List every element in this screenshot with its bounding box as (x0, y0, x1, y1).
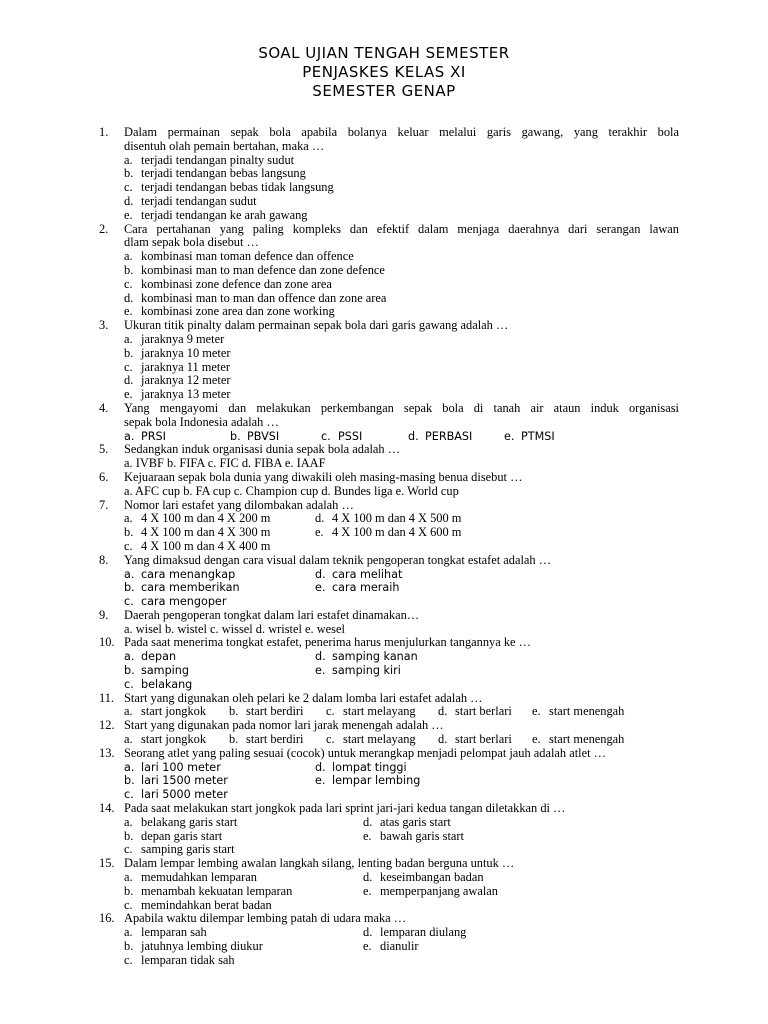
question-number: 1. (99, 125, 109, 139)
option: a. jaraknya 9 meter (124, 331, 225, 346)
question-number: 8. (99, 552, 109, 567)
option: d. start berlari (438, 732, 512, 747)
option: b. lari 1500 meter (124, 774, 228, 788)
option: b. 4 X 100 m dan 4 X 300 m (124, 525, 271, 540)
option: c. 4 X 100 m dan 4 X 400 m (124, 538, 271, 553)
option: e. dianulir (363, 939, 419, 954)
option: a. lari 100 meter (124, 760, 221, 774)
question-text: Yang mengayomi dan melakukan perkembangan sepak bola di tanah air ataun induk organisasi (124, 400, 679, 415)
option: c. lari 5000 meter (124, 788, 228, 802)
question-13 (99, 747, 679, 802)
option-row (99, 581, 679, 595)
question-number: 6. (99, 469, 109, 484)
option: d. start berlari (438, 704, 512, 719)
option-row (99, 430, 679, 444)
exam-subject: PENJASKES KELAS XI (302, 63, 466, 81)
question-text: Seorang atlet yang paling sesuai (cocok) untuk merangkap menjadi pelompat jauh adalah atlet … (124, 745, 607, 760)
option-row (99, 526, 679, 540)
question-text: Pada saat melakukan start jongkok pada lari sprint jari-jari kedua tangan diletakkan di … (124, 801, 566, 816)
option: a. 4 X 100 m dan 4 X 200 m (124, 511, 271, 526)
question-text: Apabila waktu dilempar lembing patah di udara maka … (124, 911, 407, 926)
option: c. cara mengoper (124, 595, 227, 609)
option-row (99, 595, 679, 609)
question-list (99, 126, 679, 968)
option: e. start menengah (532, 704, 625, 719)
question-number: 13. (99, 745, 115, 760)
option-row (99, 788, 679, 802)
option-row (99, 705, 679, 719)
option: a. lemparan sah (124, 925, 207, 940)
option: a. kombinasi man toman defence dan offence (124, 249, 354, 264)
question-9 (99, 609, 679, 637)
option: c. memindahkan berat badan (124, 897, 272, 912)
question-text: Dalam permainan sepak bola apabila bolanya keluar melalui garis gawang, yang terakhir bola (124, 125, 679, 139)
question-7 (99, 499, 679, 554)
option: b. PBVSI (230, 429, 280, 443)
question-11 (99, 692, 679, 720)
option: b. samping (124, 664, 189, 678)
option: e. 4 X 100 m dan 4 X 600 m (315, 525, 462, 540)
option-row (99, 899, 679, 913)
option: b. menambah kekuatan lemparan (124, 883, 293, 898)
option: d. PERBASI (408, 429, 473, 443)
option: d. lompat tinggi (315, 760, 407, 774)
option: c. PSSI (321, 429, 363, 443)
option: b. terjadi tendangan bebas langsung (124, 166, 306, 181)
option-row (99, 774, 679, 788)
option: b. jatuhnya lembing diukur (124, 939, 263, 954)
option: c. lemparan tidak sah (124, 952, 235, 967)
exam-header (0, 44, 768, 101)
option: a. belakang garis start (124, 814, 238, 829)
option: b. kombinasi man to man defence dan zone defence (124, 262, 385, 277)
option: d. samping kanan (315, 650, 418, 664)
option: a. start jongkok (124, 704, 207, 719)
option-row (99, 871, 679, 885)
question-text: Kejuaraan sepak bola dunia yang diwakili oleh masing-masing benua disebut … (124, 469, 523, 484)
question-text: Pada saat menerima tongkat estafet, penerima harus menjulurkan tangannya ke … (124, 635, 532, 650)
question-5 (99, 443, 679, 471)
option-row (99, 816, 679, 830)
option: b. cara memberikan (124, 581, 240, 595)
question-text: Ukuran titik pinalty dalam permainan sepak bola dari garis gawang adalah … (124, 318, 509, 333)
question-6 (99, 471, 679, 499)
question-text: Cara pertahanan yang paling kompleks dan efektif dalam menjaga daerahnya dari serangan lawan (124, 221, 679, 236)
option: e. PTMSI (504, 429, 555, 443)
option-row (99, 664, 679, 678)
option: a. cara menangkap (124, 567, 236, 581)
question-14 (99, 802, 679, 857)
option: d. jaraknya 12 meter (124, 373, 231, 388)
option: c. start melayang (326, 704, 416, 719)
option-row: a. IVBF b. FIFA c. FIC d. FIBA e. IAAF (124, 456, 326, 471)
option-row (99, 926, 679, 940)
option: b. start berdiri (229, 704, 304, 719)
option-row (99, 940, 679, 954)
question-text-cont: dlam sepak bola disebut … (124, 235, 259, 250)
question-number: 2. (99, 221, 109, 236)
option: d. cara melihat (315, 567, 403, 581)
question-number: 4. (99, 400, 109, 415)
question-16 (99, 912, 679, 967)
option-row (99, 678, 679, 692)
option: a. memudahkan lemparan (124, 870, 257, 885)
question-text: Daerah pengoperan tongkat dalam lari estafet dinamakan… (124, 607, 420, 622)
option-row (99, 843, 679, 857)
option-row (99, 885, 679, 899)
option-row (99, 540, 679, 554)
option-row (99, 650, 679, 664)
option: e. samping kiri (315, 664, 401, 678)
question-text: Start yang digunakan pada nomor lari jarak menengah adalah … (124, 718, 444, 733)
option: c. terjadi tendangan bebas tidak langsung (124, 180, 334, 195)
option-row (99, 512, 679, 526)
option: d. lemparan diulang (363, 925, 467, 940)
option: d. atas garis start (363, 814, 451, 829)
option-row (99, 761, 679, 775)
option: a. terjadi tendangan pinalty sudut (124, 152, 295, 167)
question-text: Start yang digunakan oleh pelari ke 2 dalam lomba lari estafet adalah … (124, 690, 483, 705)
option-row (99, 733, 679, 747)
question-2 (99, 223, 679, 320)
question-text: Nomor lari estafet yang dilombakan adalah … (124, 497, 354, 512)
question-number: 3. (99, 318, 109, 333)
exam-semester: SEMESTER GENAP (312, 82, 456, 100)
question-number: 15. (99, 856, 115, 871)
option: c. jaraknya 11 meter (124, 359, 230, 374)
question-number: 9. (99, 607, 109, 622)
question-text-cont: disentuh olah pemain bertahan, maka … (124, 138, 325, 153)
option: c. samping garis start (124, 842, 235, 857)
option: d. kombinasi man to man dan offence dan zone area (124, 290, 387, 305)
option: d. terjadi tendangan sudut (124, 193, 257, 208)
option: c. kombinasi zone defence dan zone area (124, 276, 332, 291)
question-text: Yang dimaksud dengan cara visual dalam teknik pengoperan tongkat estafet adalah … (124, 552, 552, 567)
question-number: 5. (99, 442, 109, 457)
question-12 (99, 719, 679, 747)
question-8 (99, 554, 679, 609)
question-10 (99, 636, 679, 691)
option: c. start melayang (326, 732, 416, 747)
option-row (99, 830, 679, 844)
question-4 (99, 402, 679, 443)
option: e. memperpanjang awalan (363, 883, 499, 898)
option: e. lempar lembing (315, 774, 421, 788)
question-number: 7. (99, 497, 109, 512)
option: d. 4 X 100 m dan 4 X 500 m (315, 511, 462, 526)
question-text: Sedangkan induk organisasi dunia sepak bola adalah … (124, 442, 401, 457)
option-row (99, 568, 679, 582)
question-1 (99, 126, 679, 223)
question-number: 14. (99, 801, 115, 816)
option: e. bawah garis start (363, 828, 464, 843)
option: e. kombinasi zone area dan zone working (124, 304, 335, 319)
option: a. start jongkok (124, 732, 207, 747)
option: e. start menengah (532, 732, 625, 747)
option: c. belakang (124, 677, 193, 691)
option-row: a. AFC cup b. FA cup c. Champion cup d. Bundes liga e. World cup (124, 483, 459, 498)
question-number: 12. (99, 718, 115, 733)
option-row (99, 954, 679, 968)
option: a. PRSI (124, 429, 166, 443)
question-3 (99, 319, 679, 402)
question-text: Dalam lempar lembing awalan langkah silang, lenting badan berguna untuk … (124, 856, 515, 871)
option: a. depan (124, 650, 177, 664)
option: b. start berdiri (229, 732, 304, 747)
question-number: 16. (99, 911, 115, 926)
question-number: 11. (99, 690, 115, 705)
option: b. jaraknya 10 meter (124, 345, 231, 360)
exam-title: SOAL UJIAN TENGAH SEMESTER (258, 44, 510, 62)
option-row: a. wisel b. wistel c. wissel d. wristel e. wesel (124, 621, 345, 636)
question-number: 10. (99, 635, 115, 650)
question-text-cont: sepak bola Indonesia adalah … (124, 414, 279, 429)
question-15 (99, 857, 679, 912)
option: e. cara meraih (315, 581, 400, 595)
option: e. terjadi tendangan ke arah gawang (124, 207, 308, 222)
option: d. keseimbangan badan (363, 870, 484, 885)
option: e. jaraknya 13 meter (124, 387, 231, 402)
option: b. depan garis start (124, 828, 223, 843)
